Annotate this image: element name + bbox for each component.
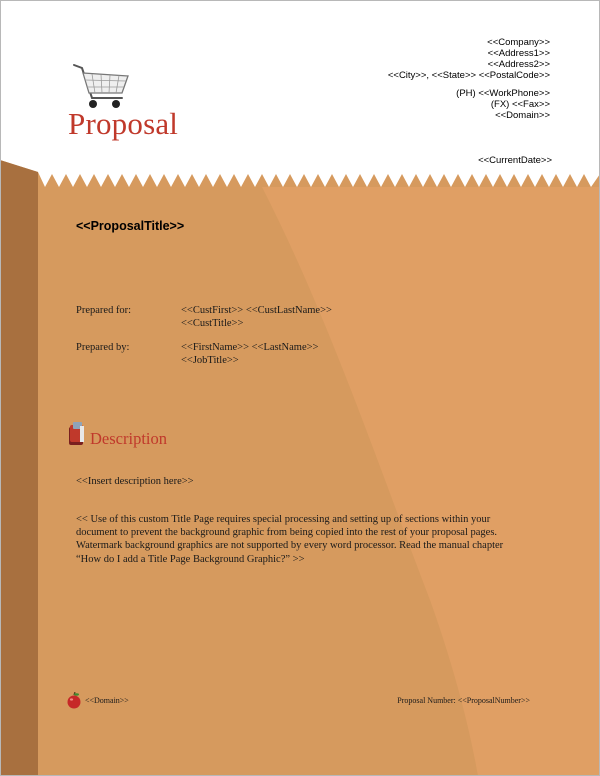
company-info bbox=[300, 37, 550, 121]
prepared-for-label: Prepared for: bbox=[76, 305, 132, 316]
header-domain: <<Domain>> bbox=[495, 110, 550, 121]
city-state-postal: <<City>>, <<State>> <<PostalCode>> bbox=[387, 70, 550, 81]
address-line-1: <<Address1>> bbox=[487, 48, 550, 59]
work-phone: (PH) <<WorkPhone>> bbox=[456, 88, 550, 99]
current-date: <<CurrentDate>> bbox=[478, 155, 552, 166]
prepared-for-name: <<CustFirst>> <<CustLastName>> bbox=[181, 305, 332, 316]
fax-number: (FX) <<Fax>> bbox=[490, 99, 550, 110]
footer-domain: <<Domain>> bbox=[85, 696, 129, 705]
company-name: <<Company>> bbox=[487, 37, 550, 48]
note-line: document to prevent the background graphic from being copied into the rest of your proposal pages. bbox=[76, 527, 498, 539]
prepared-by-name: <<FirstName>> <<LastName>> bbox=[181, 342, 319, 353]
book-icon bbox=[67, 421, 89, 447]
description-heading: Description bbox=[90, 429, 167, 448]
proposal-title: <<ProposalTitle>> bbox=[76, 219, 185, 233]
instruction-note bbox=[76, 513, 536, 566]
left-band bbox=[0, 160, 38, 776]
note-line: Watermark background graphics are not supported by every word processor. Read the manual chapter bbox=[76, 540, 504, 552]
apple-icon bbox=[66, 692, 82, 710]
note-line: “How do I add a Title Page Background Graphic?” >> bbox=[76, 553, 305, 565]
description-placeholder: <<Insert description here>> bbox=[76, 476, 194, 487]
logo-title: Proposal bbox=[68, 106, 179, 141]
prepared-by-title: <<JobTitle>> bbox=[181, 355, 239, 366]
address-line-2: <<Address2>> bbox=[487, 59, 550, 70]
prepared-for-title: <<CustTitle>> bbox=[181, 318, 244, 329]
prepared-by-label: Prepared by: bbox=[76, 342, 130, 353]
note-line: << Use of this custom Title Page requires special processing and setting up of sections within your bbox=[76, 514, 491, 525]
proposal-number: Proposal Number: <<ProposalNumber>> bbox=[397, 696, 530, 705]
